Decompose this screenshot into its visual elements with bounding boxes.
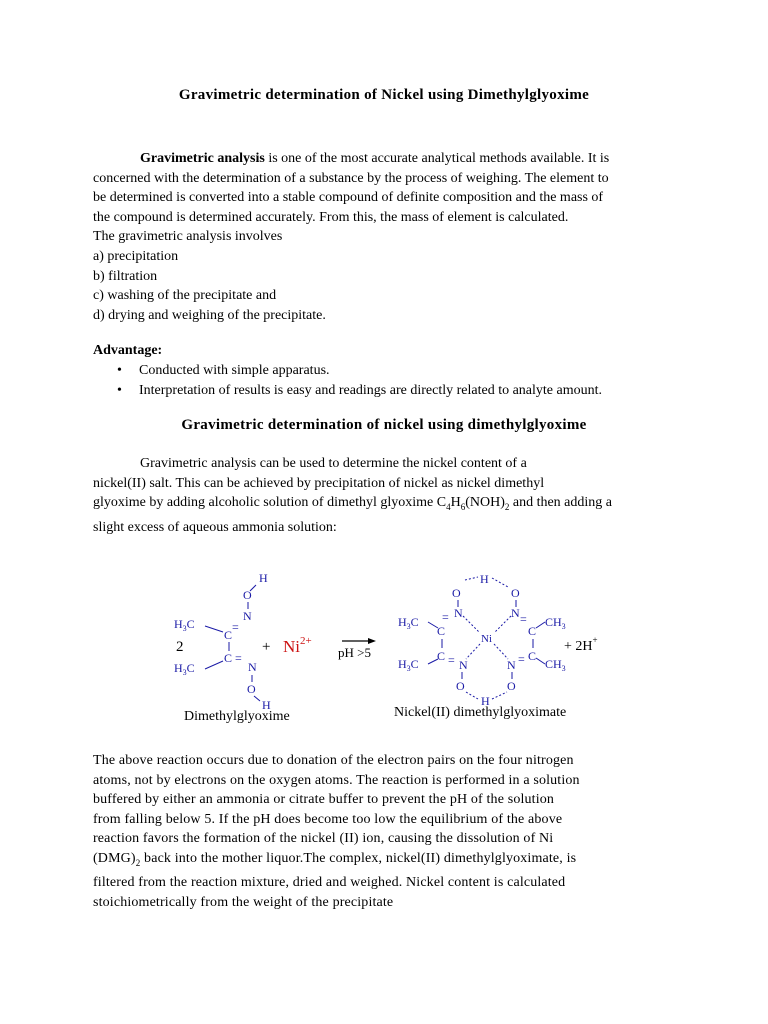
atom-o: O (243, 588, 252, 602)
atom-o: O (247, 682, 256, 696)
section-line-1: Gravimetric analysis can be used to determine the nickel content of a (140, 456, 527, 471)
section-line-3: glyoxime by adding alcoholic solution of dimethyl glyoxime $C_4H_6(NOH)_2$ and then adding a (93, 495, 612, 512)
advantage-item: • Conducted with simple apparatus. (93, 361, 602, 381)
atom-n: N (511, 606, 520, 620)
methyl-group: $H_3C$ (174, 617, 195, 633)
page-title: Gravimetric determination of Nickel using Dimethylglyoxime (178, 87, 590, 103)
step-item: d) drying and weighing of the precipitate. (93, 307, 326, 323)
advantage-heading: Advantage: (93, 343, 163, 358)
hydrogen-ion-product: + 2H+ (564, 635, 598, 654)
atom-c: C (437, 624, 446, 638)
methyl-group: $CH_3$ (545, 657, 566, 673)
methyl-group: $CH_3$ (545, 615, 566, 631)
involves-line: The gravimetric analysis involves (93, 229, 283, 245)
nickel-ion: $Ni^{2+}$ (283, 635, 312, 656)
methyl-group: $H_3C$ (398, 615, 419, 631)
nickel-dimethylglyoximate-structure (398, 572, 566, 708)
bond-double: = (520, 612, 527, 626)
atom-ni: Ni (481, 633, 492, 645)
closing-line: buffered by either an ammonia or citrate buffer to prevent the pH of the solution (93, 792, 555, 808)
atom-o: O (511, 586, 520, 600)
bond-double: = (518, 652, 525, 666)
bullet-icon: • (117, 382, 122, 398)
reaction-arrow (342, 638, 376, 644)
intro-line-4: the compound is determined accurately. From this, the mass of element is calculated. (93, 209, 569, 225)
reaction-condition: pH >5 (338, 645, 371, 660)
atom-c: C (224, 628, 233, 642)
atom-h: H (259, 571, 268, 585)
gravimetric-analysis-term: Gravimetric analysis (140, 151, 265, 166)
section-title: Gravimetric determination of nickel using dimethylglyoxime (181, 417, 587, 433)
atom-h: H (262, 698, 271, 710)
step-item: a) precipitation (93, 248, 179, 264)
section-line-2: nickel(II) salt. This can be achieved by precipitation of nickel as nickel dimethyl (93, 475, 545, 491)
atom-n: N (248, 660, 257, 674)
closing-line: filtered from the reaction mixture, dried and weighed. Nickel content is calculated (93, 875, 566, 891)
atom-c: C (224, 651, 233, 665)
advantage-list (93, 361, 602, 400)
atom-h: H (480, 572, 489, 586)
reaction-diagram (0, 565, 768, 710)
atom-n: N (454, 606, 463, 620)
atom-o: O (452, 586, 461, 600)
step-item: c) washing of the precipitate and (93, 288, 277, 304)
atom-n: N (243, 609, 252, 623)
methyl-group: $H_3C$ (398, 657, 419, 673)
section-line-4: slight excess of aqueous ammonia solution: (93, 519, 337, 535)
atom-c: C (437, 649, 446, 663)
intro-line-2: concerned with the determination of a substance by the process of weighing. The element to (93, 170, 609, 186)
closing-line: The above reaction occurs due to donation of the electron pairs on the four nitrogen (93, 753, 574, 768)
bond-double: = (442, 610, 449, 624)
atom-o: O (507, 679, 516, 693)
intro-paragraph (93, 149, 680, 325)
closing-paragraph (93, 751, 683, 913)
closing-line: atoms, not by electrons on the oxygen atoms. The reaction is performed in a solution (93, 772, 580, 788)
bond-double: = (235, 651, 242, 665)
atom-c: C (528, 624, 537, 638)
intro-line-1: Gravimetric analysis is one of the most accurate analytical methods available. It is (140, 151, 610, 166)
intro-line-3: be determined is converted into a stable compound of definite composition and the mass of (93, 190, 604, 206)
atom-h: H (481, 694, 490, 708)
closing-line: reaction favors the formation of the nickel (II) ion, causing the dissolution of Ni (93, 831, 554, 847)
bond-double: = (448, 653, 455, 667)
bullet-icon: • (117, 363, 122, 378)
closing-line: stoichiometrically from the weight of the precipitate (93, 894, 394, 910)
closing-line: from falling below 5. If the pH does become too low the equilibrium of the above (93, 811, 563, 827)
dimethylglyoxime-structure (174, 571, 271, 710)
atom-o: O (456, 679, 465, 693)
plus-sign: + (262, 639, 271, 655)
bond-double: = (232, 620, 239, 634)
stoichiometric-coefficient: 2 (176, 639, 184, 655)
advantage-item: • Interpretation of results is easy and readings are directly related to analyte amount. (93, 381, 602, 401)
product-caption: Nickel(II) dimethylglyoximate (394, 705, 567, 720)
closing-line: $(DMG)_2$ back into the mother liquor.The complex, nickel(II) dimethylglyoximate, is (93, 850, 577, 868)
step-item: b) filtration (93, 268, 158, 284)
methyl-group: $H_3C$ (174, 661, 195, 677)
atom-n: N (507, 658, 516, 672)
atom-c: C (528, 649, 537, 663)
section-paragraph (93, 454, 680, 537)
atom-n: N (459, 658, 468, 672)
reactant-caption: Dimethylglyoxime (184, 709, 290, 724)
